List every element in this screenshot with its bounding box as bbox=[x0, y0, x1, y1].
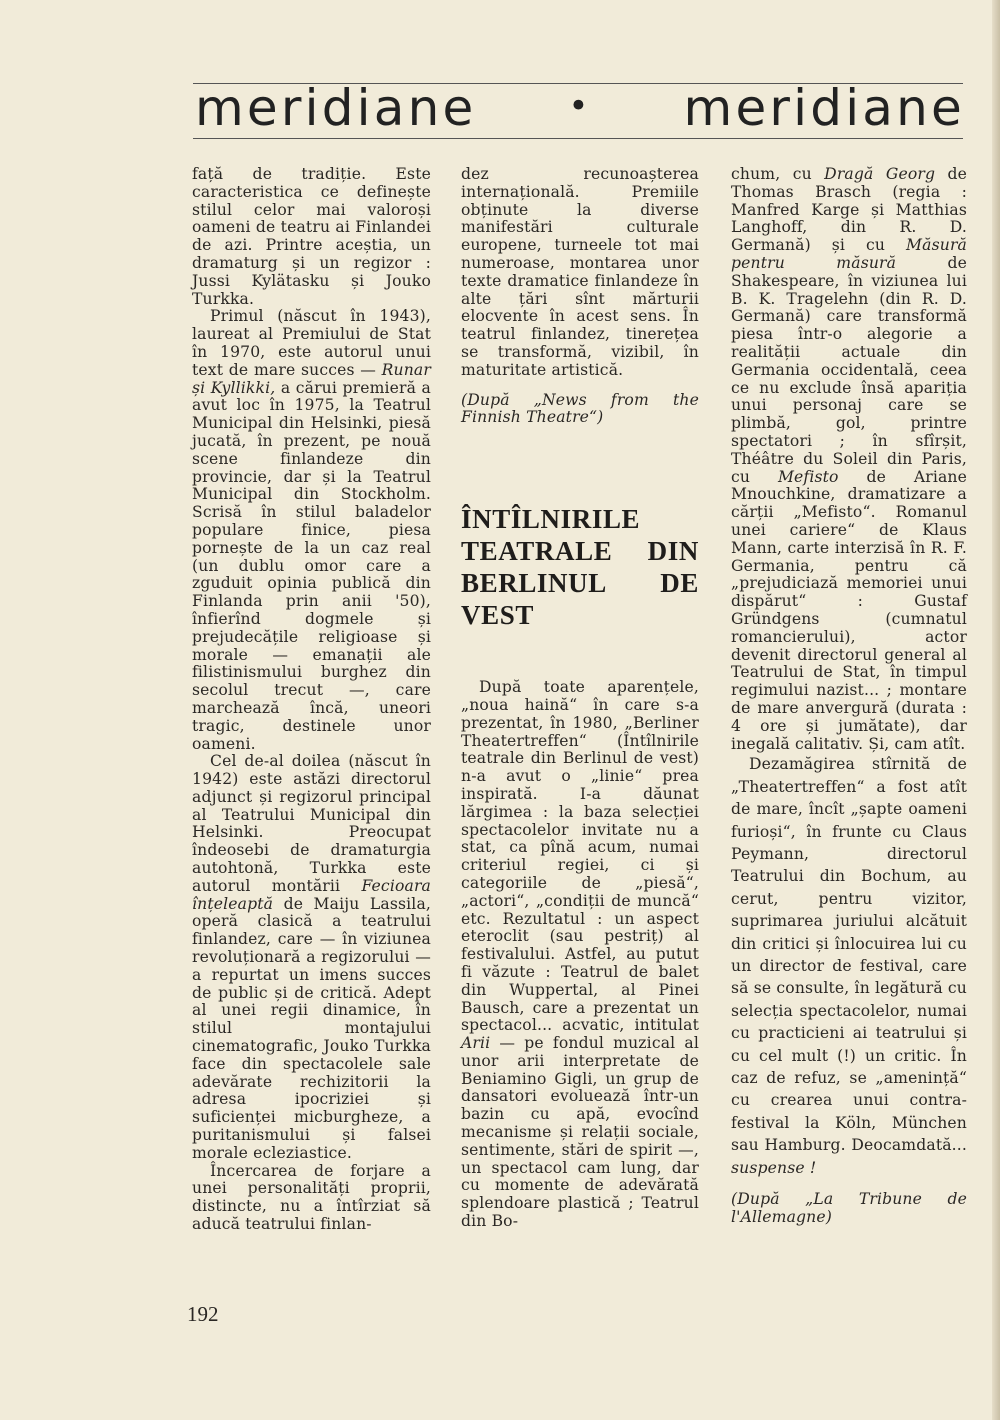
paragraph bbox=[461, 679, 699, 1231]
text-run: Dezamăgirea stîrnită de „Theatertreffen“ a fost atît de mare, încît „șapte oameni furioși“, în frunte cu Claus Peymann, directorul Teatrului din Bochum, au cerut, pentru vizitor, suprimarea juriului alcătuit din critici și înlocuirea lui cu un director de festival, care să se consulte, în legătură cu selecția spectacolelor, numai cu practicieni ai teatrului și cu cel mult (!) un critic. În caz de refuz, se „amenință“ cu crearea unui contra-festival la Köln, München sau Hamburg. Deocamdată... bbox=[731, 755, 967, 1155]
page-number: 192 bbox=[187, 1302, 219, 1326]
article-heading: ÎNTÎLNIRILE TEATRALE DIN BERLINUL DE VEST bbox=[461, 504, 699, 631]
text-run: După toate aparențele, „noua haină“ în care s-a prezentat, în 1980, „Berliner Theatertreffen“ (Întîlnirile teatrale din Berlinul de vest) n-a avut o „linie“ prea inspirată. I-a dăunat lărgimea : la baza selecției spectacolelor invitate nu a stat, ca pînă acum, numai criteriul regiei, ci și categoriile de „piesă“, „actori“, „condiții de muncă“ etc. Rezultatul : un aspect eteroclit (sau pestriț) al festivalului. Astfel, au putut fi văzute : Teatrul de balet din Wuppertal, al Pinei Bausch, care a prezentat un spectacol... acvatic, intitulat bbox=[461, 678, 699, 1035]
play-title: Dragă Georg bbox=[824, 165, 936, 183]
text-run: — pe fondul muzical al unor arii interpretate de Beniamino Gigli, un grup de dansatori evoluează într-un bazin cu apă, evocînd mecanisme și relații sociale, sentimente, stări de spirit —, un spectacol cam lung, dar cu momente de adevărată splendoare plastică ; Teatrul din Bo- bbox=[461, 1034, 699, 1231]
paragraph: față de tradiție. Este caracteristica ce definește stilul celor mai valoroși oameni de teatru ai Finlandei de azi. Printre aceștia, un dramaturg și un regizor : Jussi Kylätasku și Jouko Turkka. bbox=[192, 165, 431, 308]
play-title: Măsură pentru măsură bbox=[731, 236, 967, 272]
paragraph bbox=[731, 753, 967, 1179]
play-title: Mefisto bbox=[777, 467, 839, 486]
text-run: Primul (născut în 1943), laureat al Premiului de Stat în 1970, este autorul unui text de mare succes — bbox=[192, 307, 431, 379]
header-rule-bottom bbox=[193, 138, 963, 139]
masthead-word-right: meridiane bbox=[683, 79, 965, 137]
paragraph bbox=[192, 753, 431, 1162]
text-column-2 bbox=[461, 166, 699, 1231]
play-title: Fecioara înțeleaptă bbox=[192, 876, 431, 913]
paragraph bbox=[731, 166, 967, 753]
closing-phrase: suspense ! bbox=[731, 1158, 817, 1177]
text-column-3 bbox=[731, 166, 967, 1227]
page-edge bbox=[992, 0, 1000, 1420]
source-citation: (După „News from the Finnish Theatre“) bbox=[461, 390, 699, 427]
text-run: Cel de-al doilea (născut în 1942) este astăzi directorul adjunct și regizorul principal al Teatrului Municipal din Helsinki. Preocupat îndeosebi de dramaturgia autohtonă, Turkka este autorul montării bbox=[192, 752, 431, 895]
text-run: de Shakespeare, în viziunea lui B. K. Tragelehn (din R. D. Germană) care transformă piesa într-o alegorie a realității actuale din Germania occidentală, ceea ce nu exclude însă apariția unui personaj care se plimbă, gol, printre spectatori ; în sfîrșit, Théâtre du Soleil din Paris, cu bbox=[731, 253, 967, 486]
source-citation: (După „La Tribune de l'Allemagne) bbox=[731, 1190, 967, 1226]
text-run: de Maiju Lassila, operă clasică a teatrului finlandez, care — în viziunea revoluționară a regizorului — a repurtat un imens succes de public și de critică. Adept al unei regii dinamice, în stilul montajului cinematografic, Jouko Turkka face din spectacolele sale adevărate rechizitorii la adresa ipocriziei și suficienței micburgheze, a puritanismului și falsei morale ecleziastice. bbox=[192, 894, 431, 1162]
text-column-1 bbox=[192, 166, 431, 1234]
play-title: Runar și Kyllikki, bbox=[192, 360, 431, 397]
masthead-word-left: meridiane bbox=[195, 79, 477, 137]
text-run: a cărui premieră a avut loc în 1975, la Teatrul Municipal din Helsinki, piesă jucată, în prezent, pe nouă scene finlandeze din provincie, dar și la Teatrul Municipal din Stockholm. Scrisă în stilul baladelor populare finice, piesa pornește de la un caz real (un dublu omor care a zguduit opinia publică din Finlanda prin anii '50), înfierînd dogmele și prejudecățile religioase și morale — emanații ale filistinismului burghez din secolul trecut —, care marchează încă, uneori tragic, destinele unor oameni. bbox=[192, 378, 431, 753]
paragraph bbox=[192, 308, 431, 753]
text-run: chum, cu bbox=[731, 165, 825, 183]
paragraph: dez recunoașterea internațională. Premiile obținute la diverse manifestări culturale europene, turneele tot mai numeroase, montarea unor texte dramatice finlandeze în alte țări sînt mărturii elocvente în acest sens. În teatrul finlandez, tinerețea se transformă, vizibil, în maturitate artistică. bbox=[461, 165, 699, 379]
paragraph: Încercarea de forjare a unei personalități proprii, distincte, nu a întîrziat să aducă teatrului finlan- bbox=[192, 1161, 431, 1234]
masthead-bullet: • bbox=[568, 86, 592, 126]
text-run: de Thomas Brasch (regia : Manfred Karge și Matthias Langhoff, din R. D. Germană) și cu bbox=[731, 165, 968, 255]
text-run: de Ariane Mnouchkine, dramatizare a cărții „Mefisto“. Romanul unei cariere“ de Klaus Mann, carte interzisă în R. F. Germania, pentru că „prejudiciază memoriei unui dispărut“ : Gustaf Gründgens (cumnatul romancierului), actor devenit directorul general al Teatrului de Stat, în timpul regimului nazist... ; montare de mare anvergură (durata : 4 ore și jumătate), dar inegală calitativ. Și, cam atît. bbox=[731, 467, 967, 753]
play-title: Arii bbox=[461, 1034, 491, 1053]
section-masthead bbox=[195, 79, 965, 137]
